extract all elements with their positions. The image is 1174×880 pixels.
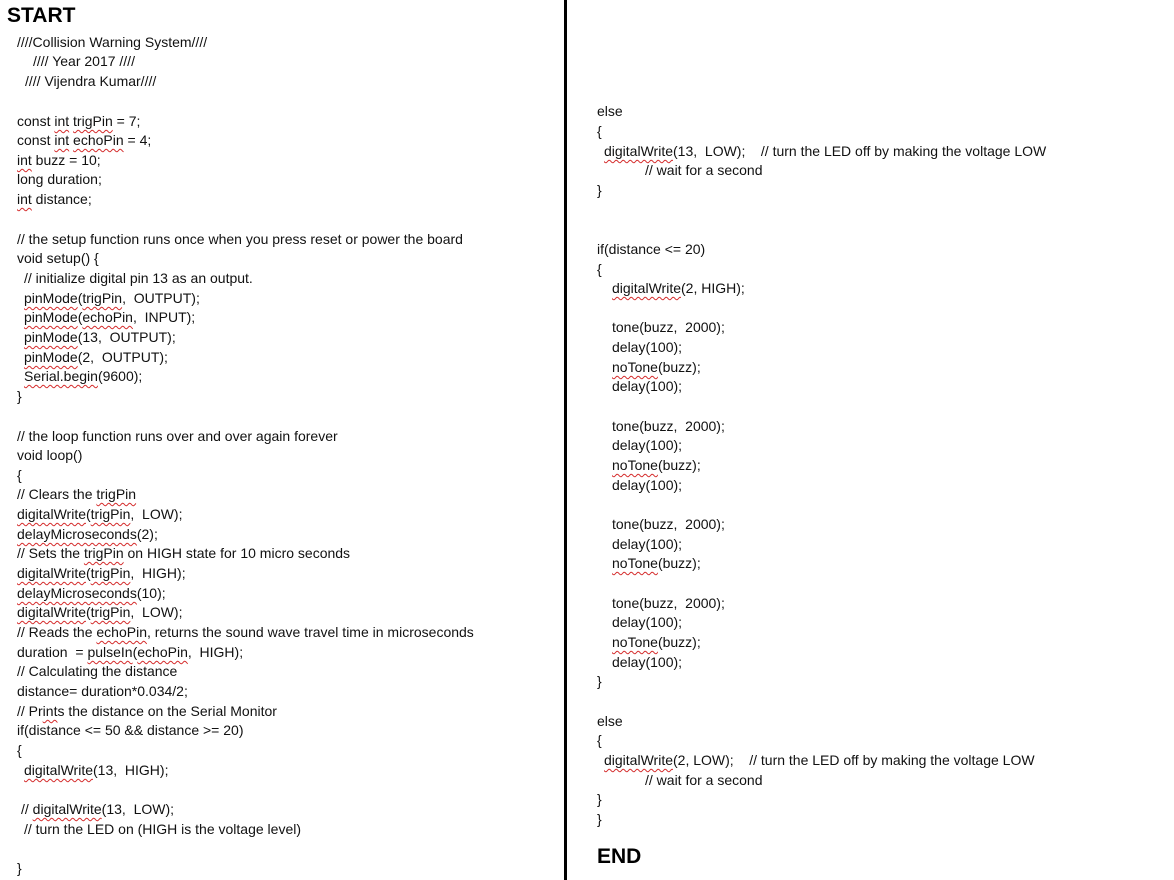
right-code-line: // wait for a second — [645, 162, 763, 178]
right-code-line: delay(100); — [612, 614, 683, 630]
spellcheck-word: digitalWrite — [17, 565, 86, 581]
right-code-line: { — [597, 732, 602, 748]
spellcheck-word: trigPin — [90, 604, 131, 620]
left-code-line: Serial.begin(9600); — [24, 368, 143, 384]
spellcheck-word: noTone — [612, 555, 658, 571]
left-code-line: // the setup function runs once when you press reset or power the board — [17, 231, 463, 247]
right-code-line: tone(buzz, 2000); — [612, 516, 725, 532]
left-code-line: digitalWrite(trigPin, LOW); — [17, 604, 183, 620]
spellcheck-word: digitalWrite — [604, 752, 673, 768]
spellcheck-word: echoPin — [96, 624, 147, 640]
right-code-line: if(distance <= 20) — [597, 241, 706, 257]
spellcheck-word: trigPin — [82, 290, 123, 306]
right-code-line: // wait for a second — [645, 772, 763, 788]
spellcheck-word: digitalWrite — [612, 280, 681, 296]
spellcheck-word: digitalWrite — [604, 143, 673, 159]
left-code-line: // Clears the trigPin — [17, 486, 137, 502]
right-code-line: } — [597, 673, 602, 689]
left-code-line: // Sets the trigPin on HIGH state for 10 micro seconds — [17, 545, 351, 561]
left-code-line: pinMode(echoPin, INPUT); — [24, 309, 196, 325]
left-code-line: } — [17, 388, 22, 404]
right-code-line: else — [597, 103, 623, 119]
spellcheck-word: pinMode — [24, 329, 78, 345]
left-code-line: duration = pulseIn(echoPin, HIGH); — [17, 644, 244, 660]
right-code-line: digitalWrite(2, LOW); // turn the LED off by making the voltage LOW — [604, 752, 1035, 768]
right-code-line: } — [597, 182, 602, 198]
left-code-line: { — [17, 742, 22, 758]
left-code-line: ////Collision Warning System//// — [17, 34, 208, 50]
right-code-line: noTone(buzz); — [612, 634, 701, 650]
spellcheck-word: trigPin — [90, 506, 131, 522]
right-code-line: delay(100); — [612, 654, 683, 670]
right-code-line: delay(100); — [612, 536, 683, 552]
left-code-line: // Reads the echoPin, returns the sound wave travel time in microseconds — [17, 624, 474, 640]
left-code-line: { — [17, 467, 22, 483]
left-code-line: // Prints the distance on the Serial Monitor — [17, 703, 277, 719]
right-code-line: delay(100); — [612, 477, 683, 493]
right-code-line: tone(buzz, 2000); — [612, 418, 725, 434]
left-code-line: delayMicroseconds(10); — [17, 585, 166, 601]
right-code-line: tone(buzz, 2000); — [612, 319, 725, 335]
right-code-line: } — [597, 791, 602, 807]
spellcheck-word: pinMode — [24, 349, 78, 365]
spellcheck-word: int — [54, 113, 70, 129]
end-heading: END — [597, 845, 642, 868]
right-code-line: digitalWrite(2, HIGH); — [612, 280, 745, 296]
left-code-line: digitalWrite(trigPin, LOW); — [17, 506, 183, 522]
spellcheck-word: int — [54, 132, 70, 148]
left-code-line: digitalWrite(trigPin, HIGH); — [17, 565, 186, 581]
column-divider — [564, 0, 567, 880]
right-code-line: noTone(buzz); — [612, 359, 701, 375]
left-code-line: int buzz = 10; — [17, 152, 101, 168]
left-code-line: pinMode(13, OUTPUT); — [24, 329, 176, 345]
left-code-line: // Calculating the distance — [17, 663, 178, 679]
spellcheck-word: int — [17, 152, 32, 168]
spellcheck-word: Serial.begin — [24, 368, 98, 384]
spellcheck-word: trigPin — [73, 113, 113, 129]
right-code-line: digitalWrite(13, LOW); // turn the LED off by making the voltage LOW — [604, 143, 1047, 159]
spellcheck-word: echoPin — [73, 132, 124, 148]
left-code-line: // digitalWrite(13, LOW); — [21, 801, 175, 817]
right-code-line: delay(100); — [612, 378, 683, 394]
spellcheck-word: int — [17, 191, 32, 207]
left-code-line: //// Year 2017 //// — [33, 53, 135, 69]
spellcheck-word: digitalWrite — [17, 604, 86, 620]
start-heading: START — [7, 4, 76, 27]
spellcheck-word: noTone — [612, 457, 658, 473]
spellcheck-word: digitalWrite — [32, 801, 102, 817]
spellcheck-word: trigPin — [83, 545, 124, 561]
spellcheck-word: echoPin — [82, 309, 133, 325]
left-code-line: const int echoPin = 4; — [17, 132, 152, 148]
spellcheck-word: echoPin — [137, 644, 188, 660]
right-code-line: delay(100); — [612, 339, 683, 355]
spellcheck-word: digitalWrite — [24, 762, 93, 778]
right-code-line: { — [597, 261, 602, 277]
spellcheck-word: pulseIn — [87, 644, 133, 660]
spellcheck-word: trigPin — [90, 565, 131, 581]
spellcheck-word: pinMode — [24, 290, 78, 306]
right-code-line: delay(100); — [612, 437, 683, 453]
left-code-line: delayMicroseconds(2); — [17, 526, 158, 542]
spellcheck-word: digitalWrite — [17, 506, 86, 522]
left-code-line: void loop() — [17, 447, 83, 463]
right-code-line: } — [597, 811, 602, 827]
right-code-line: { — [597, 123, 602, 139]
spellcheck-word: delayMicroseconds — [17, 585, 137, 601]
right-code-line: noTone(buzz); — [612, 555, 701, 571]
spellcheck-word: int — [42, 703, 58, 719]
left-code-line: } — [17, 860, 22, 876]
left-code-line: //// Vijendra Kumar//// — [25, 73, 157, 89]
right-code-line: noTone(buzz); — [612, 457, 701, 473]
spellcheck-word: noTone — [612, 634, 658, 650]
right-code-line: tone(buzz, 2000); — [612, 595, 725, 611]
spellcheck-word: delayMicroseconds — [17, 526, 137, 542]
spellcheck-word: noTone — [612, 359, 658, 375]
left-code-line: if(distance <= 50 && distance >= 20) — [17, 722, 244, 738]
left-code-line: void setup() { — [17, 250, 99, 266]
spellcheck-word: pinMode — [24, 309, 78, 325]
left-code-line: pinMode(2, OUTPUT); — [24, 349, 168, 365]
left-code-line: // turn the LED on (HIGH is the voltage level) — [24, 821, 302, 837]
left-code-line: // the loop function runs over and over again forever — [17, 428, 338, 444]
left-code-line: pinMode(trigPin, OUTPUT); — [24, 290, 200, 306]
left-code-line: long duration; — [17, 171, 102, 187]
right-code-line: else — [597, 713, 623, 729]
spellcheck-word: trigPin — [96, 486, 137, 502]
left-code-line: digitalWrite(13, HIGH); — [24, 762, 169, 778]
left-code-line: const int trigPin = 7; — [17, 113, 141, 129]
left-code-line: // initialize digital pin 13 as an output. — [24, 270, 253, 286]
left-code-line: int distance; — [17, 191, 92, 207]
left-code-line: distance= duration*0.034/2; — [17, 683, 188, 699]
